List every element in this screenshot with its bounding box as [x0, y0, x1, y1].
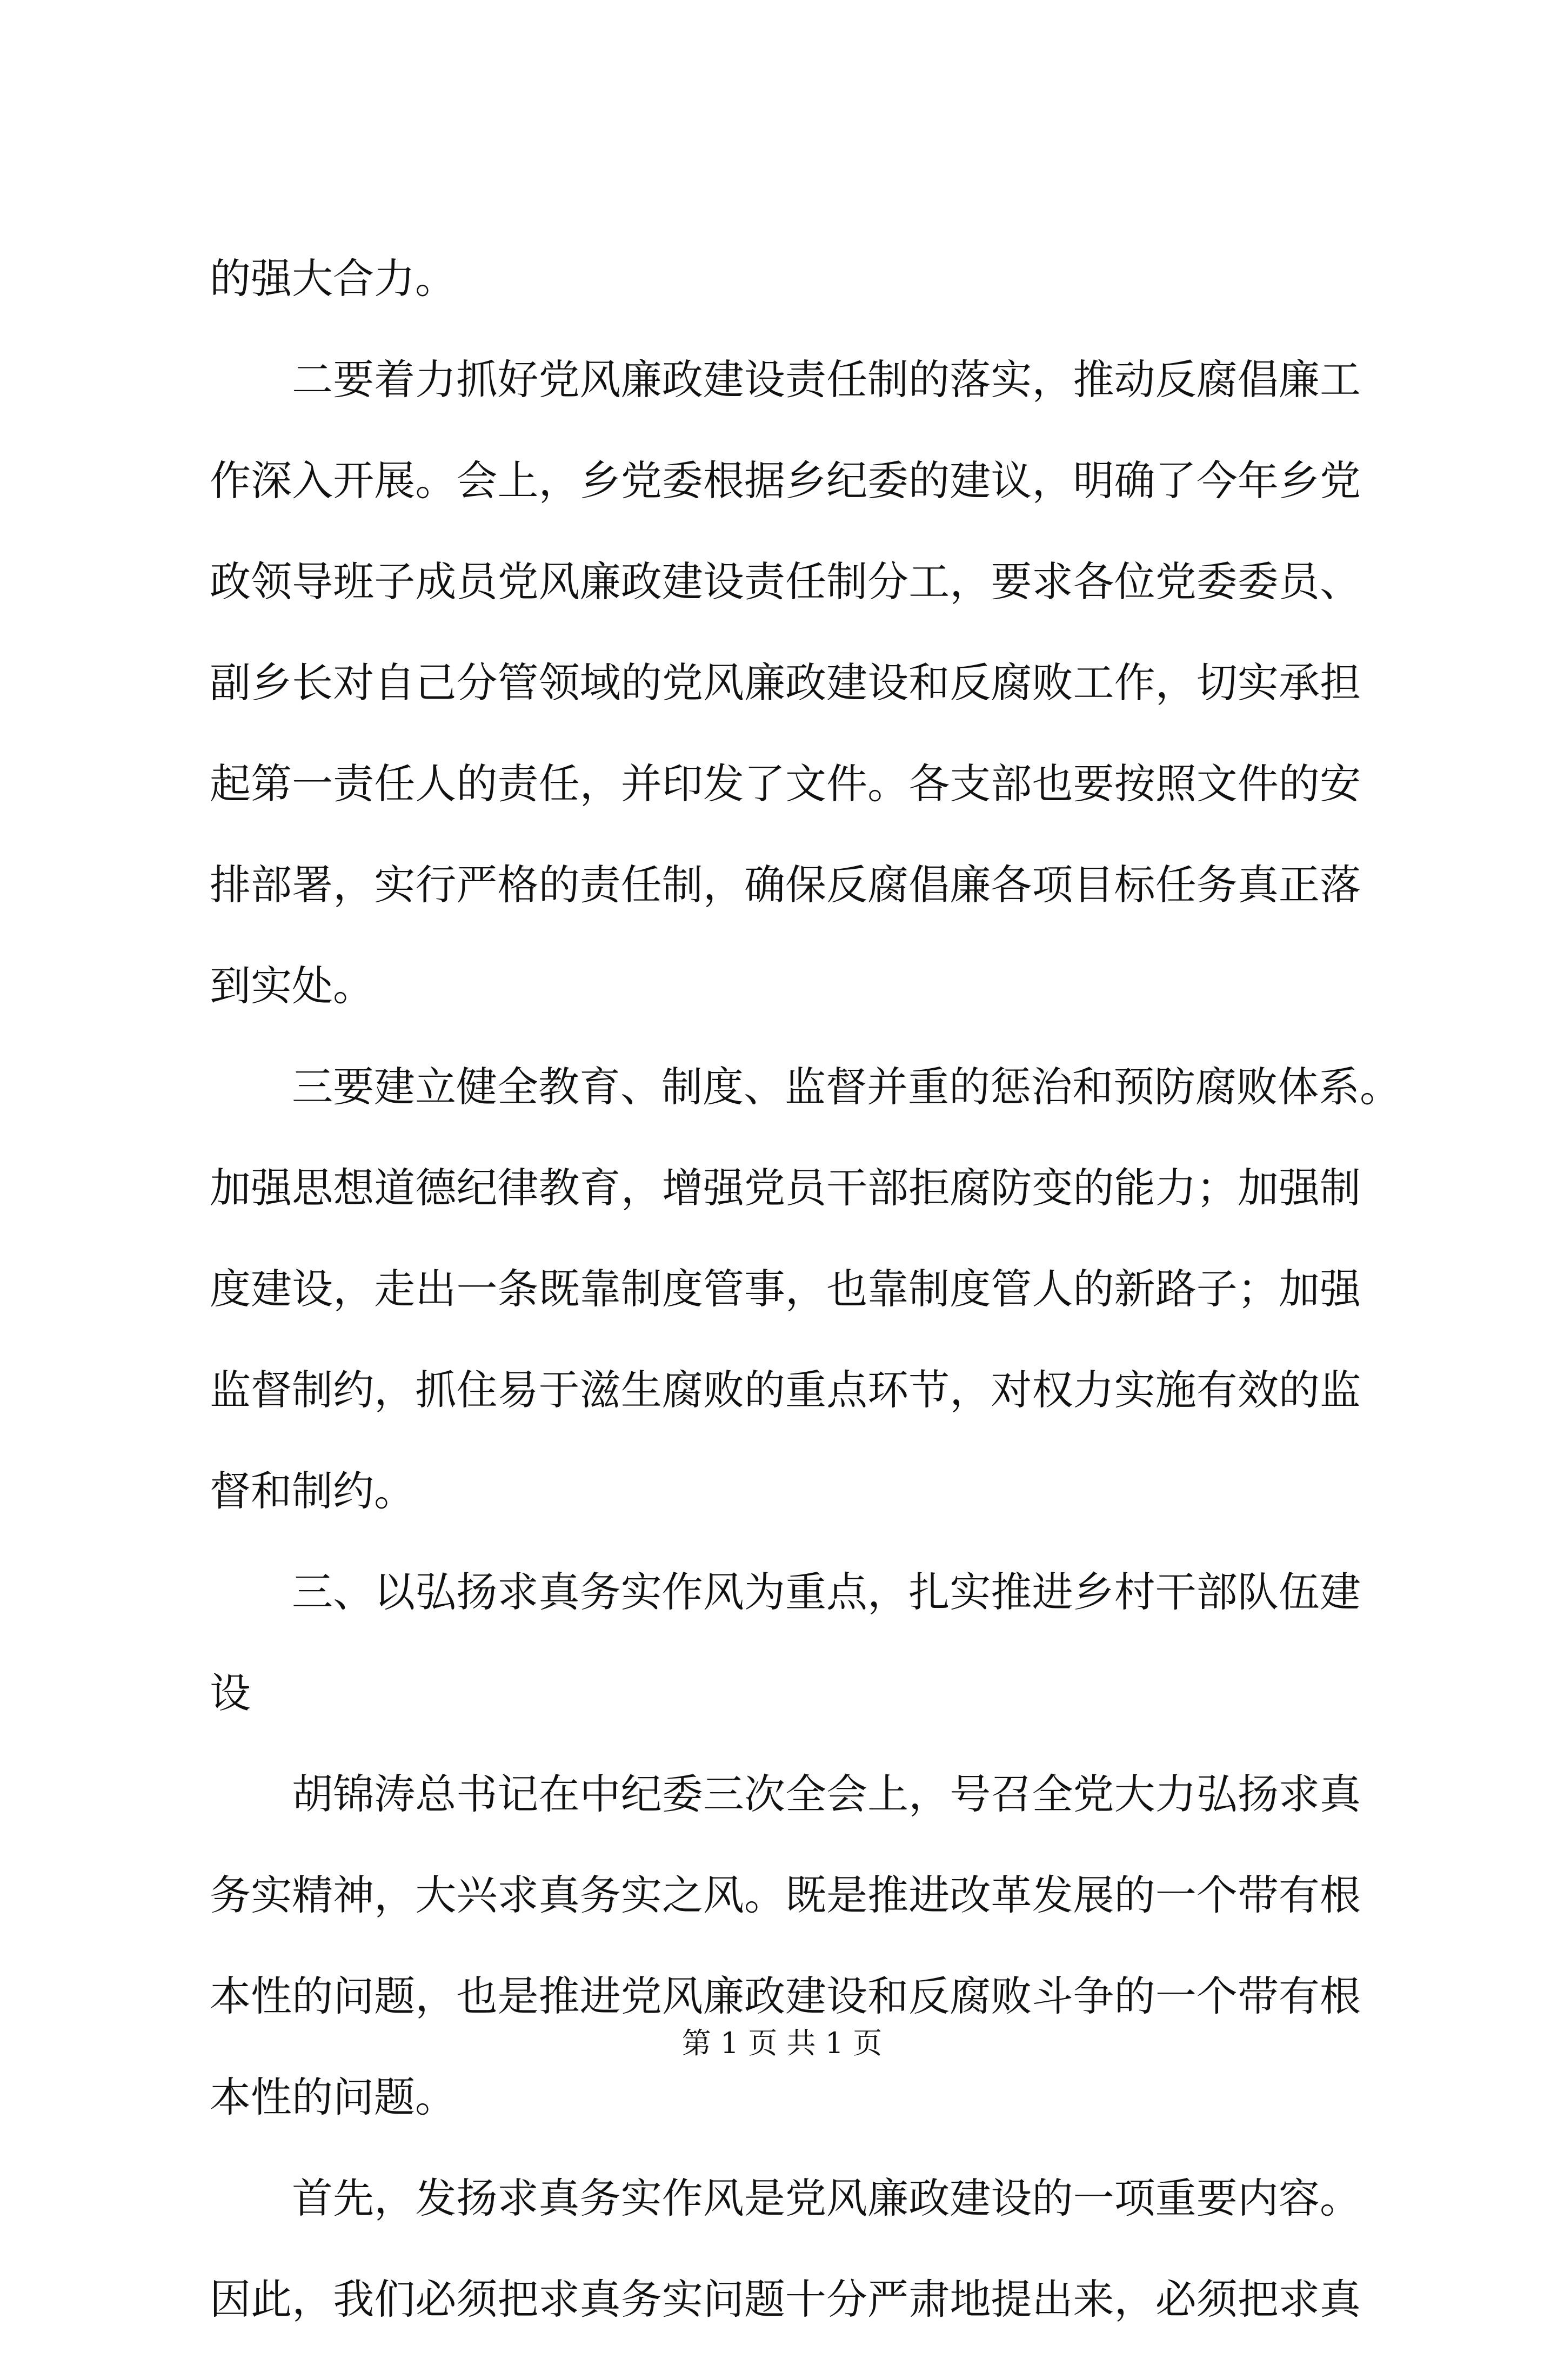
text-line: 因此，我们必须把求真务实问题十分严肃地提出来，必须把求真	[210, 2275, 1361, 2323]
text-line: 务实精神，大兴求真务实之风。既是推进改革发展的一个带有根	[210, 1871, 1361, 1919]
text-line: 三、以弘扬求真务实作风为重点，扎实推进乡村干部队伍建	[292, 1568, 1361, 1616]
text-line: 本性的问题。	[210, 2073, 456, 2121]
text-line: 督和制约。	[210, 1467, 415, 1515]
text-line: 加强思想道德纪律教育，增强党员干部拒腐防变的能力；加强制	[210, 1164, 1361, 1212]
text-line: 副乡长对自己分管领域的党风廉政建设和反腐败工作，切实承担	[210, 659, 1361, 707]
page-footer: 第 1 页 共 1 页	[681, 2026, 883, 2060]
text-line: 排部署，实行严格的责任制，确保反腐倡廉各项目标任务真正落	[210, 861, 1361, 909]
text-line: 作深入开展。会上，乡党委根据乡纪委的建议，明确了今年乡党	[210, 457, 1361, 505]
text-line: 的强大合力。	[210, 254, 456, 303]
text-line: 本性的问题，也是推进党风廉政建设和反腐败斗争的一个带有根	[210, 1972, 1361, 2020]
document-body	[210, 254, 1401, 2380]
text-line: 三要建立健全教育、制度、监督并重的惩治和预防腐败体系。	[292, 1063, 1401, 1111]
text-line: 监督制约，抓住易于滋生腐败的重点环节，对权力实施有效的监	[210, 1366, 1361, 1414]
text-line: 度建设，走出一条既靠制度管事，也靠制度管人的新路子；加强	[210, 1265, 1361, 1313]
text-line: 二要着力抓好党风廉政建设责任制的落实，推动反腐倡廉工	[292, 356, 1361, 404]
text-line: 起第一责任人的责任，并印发了文件。各支部也要按照文件的安	[210, 760, 1361, 808]
text-line: 政领导班子成员党风廉政建设责任制分工，要求各位党委委员、	[210, 558, 1361, 606]
text-line: 到实处。	[210, 962, 374, 1010]
text-line: 胡锦涛总书记在中纪委三次全会上，号召全党大力弘扬求真	[292, 1770, 1361, 1818]
text-line: 首先，发扬求真务实作风是党风廉政建设的一项重要内容。	[292, 2174, 1361, 2222]
text-line: 设	[210, 1669, 251, 1717]
